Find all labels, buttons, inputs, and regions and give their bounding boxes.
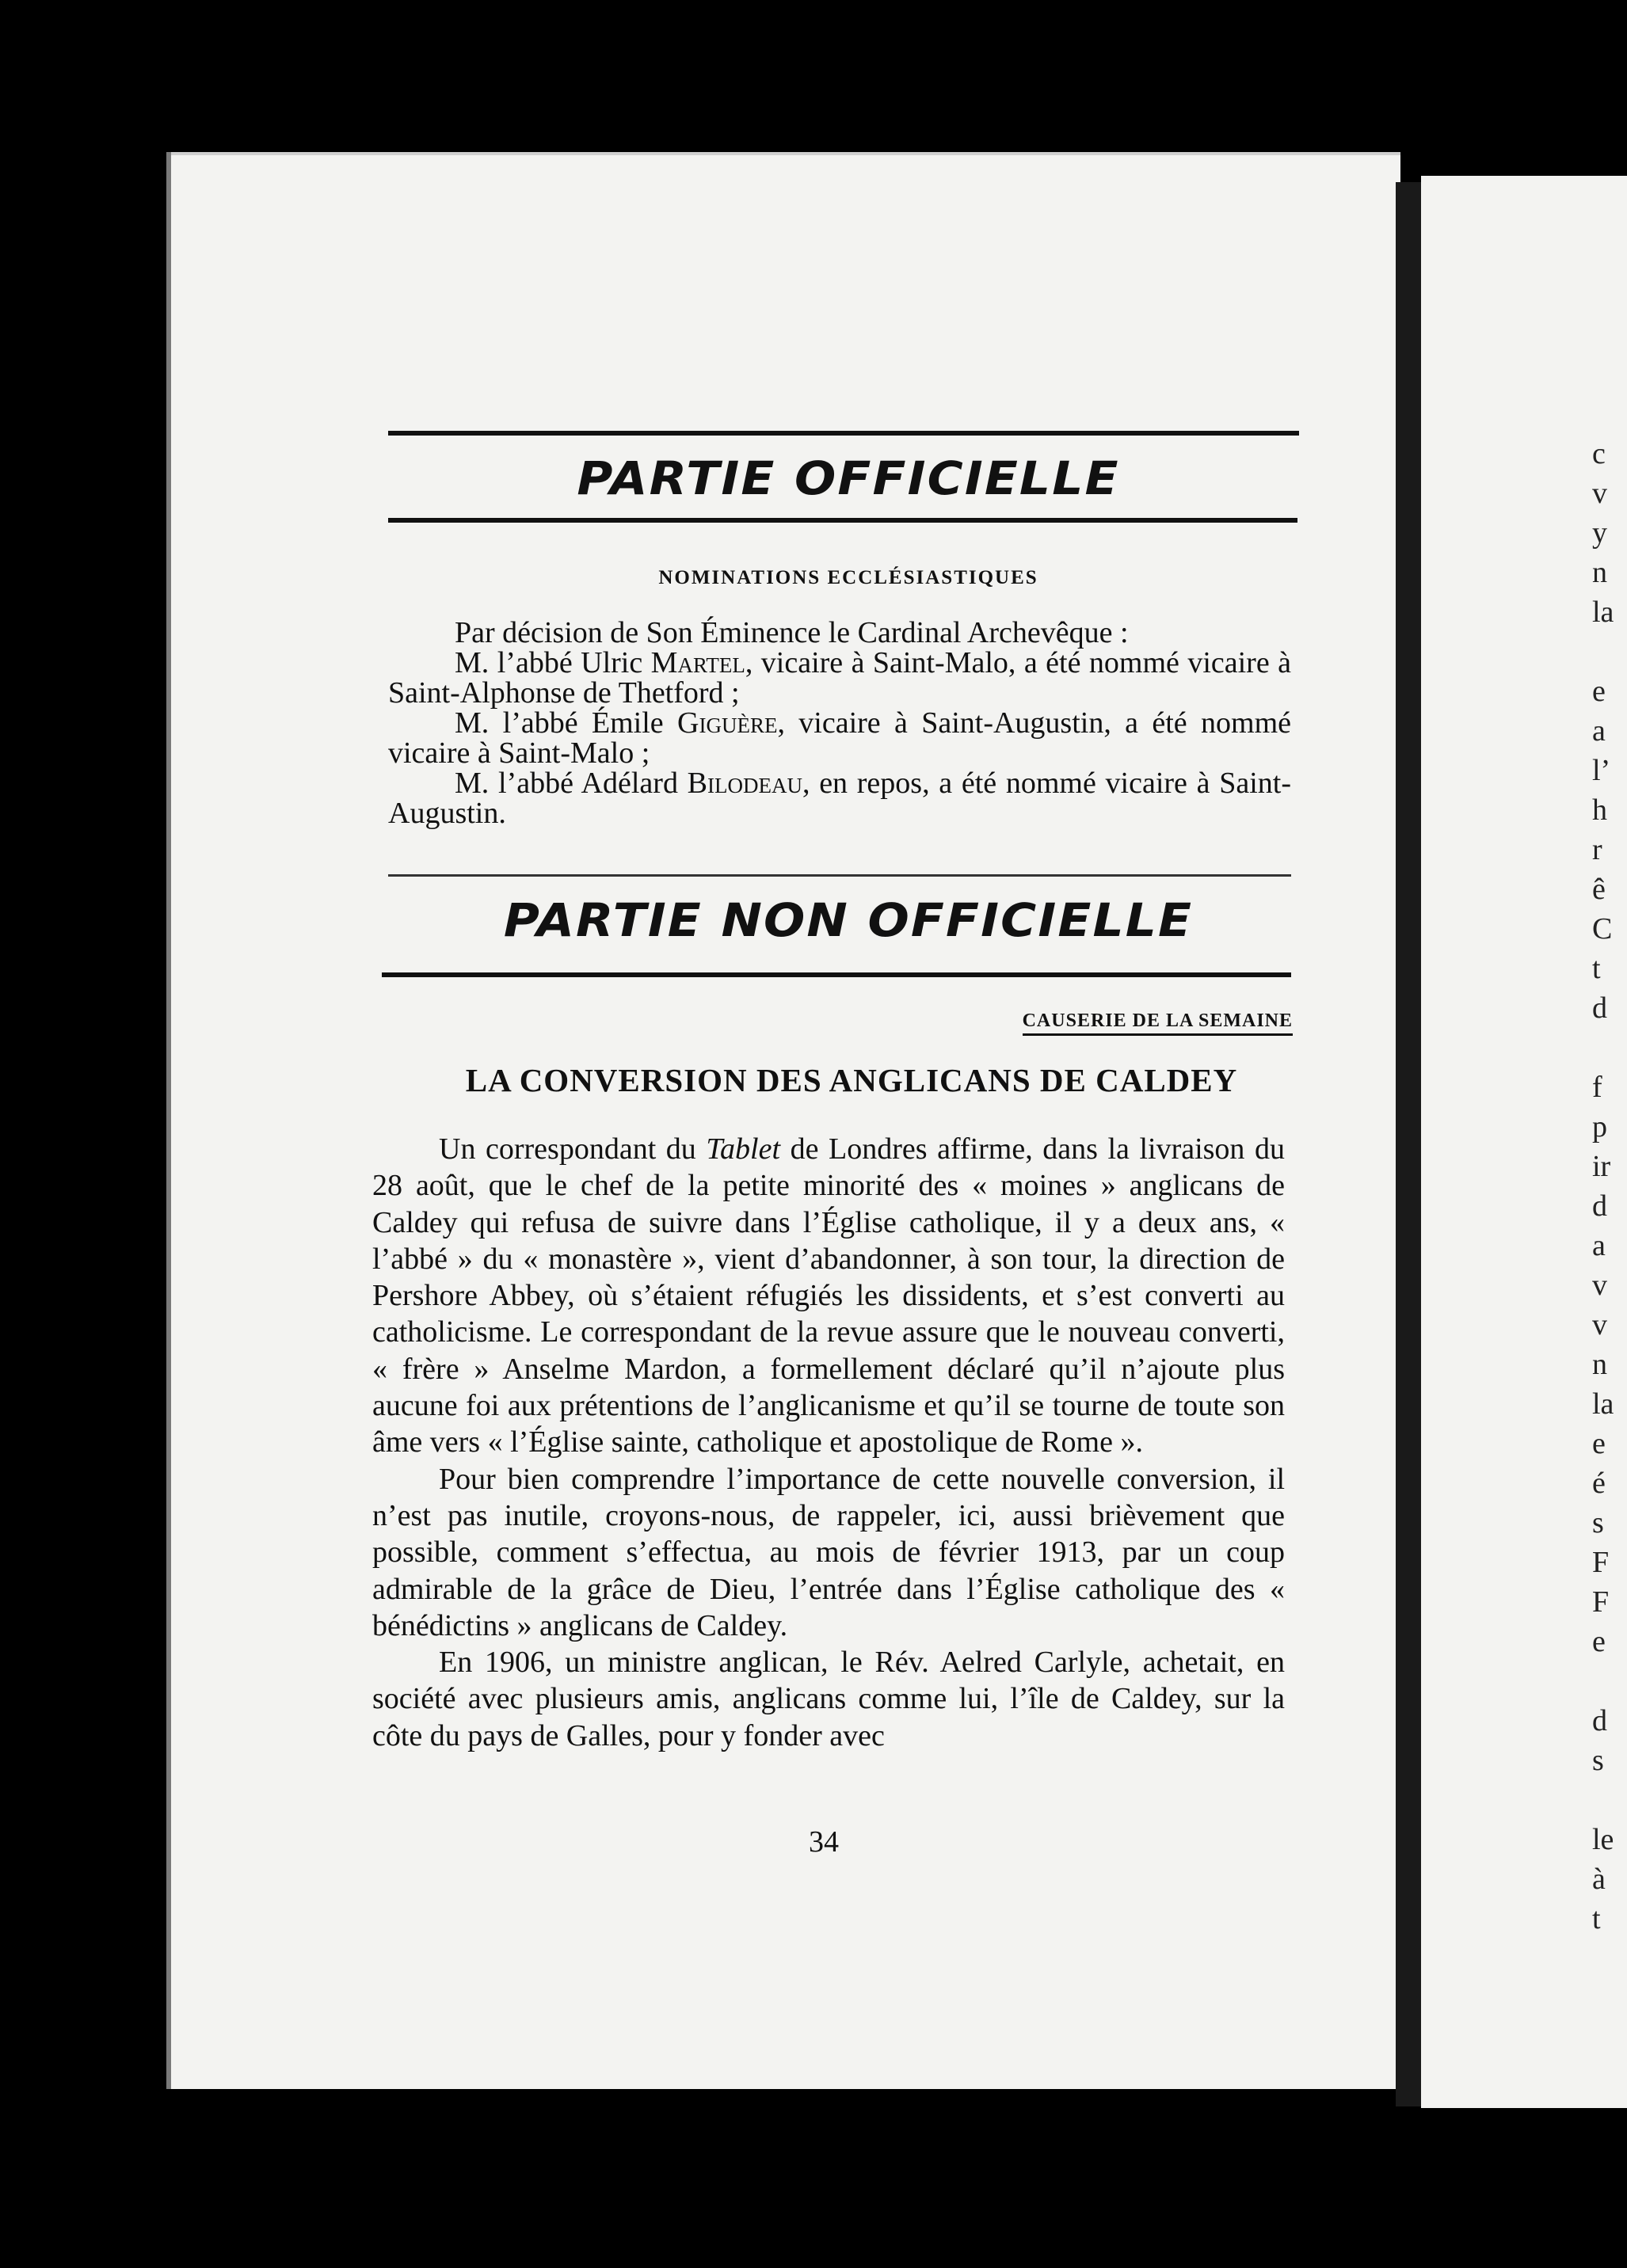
edge-letter: s bbox=[1592, 1744, 1604, 1777]
document-page bbox=[166, 152, 1400, 2089]
nonofficial-heading: PARTIE NON OFFICIELLE bbox=[503, 893, 1194, 947]
edge-letter: é bbox=[1592, 1467, 1606, 1500]
edge-letter bbox=[1592, 632, 1616, 672]
edge-letter: ir bbox=[1592, 1150, 1611, 1183]
priest-name: Giguère bbox=[677, 706, 778, 740]
book-spine bbox=[1396, 182, 1421, 2106]
nominations-text bbox=[388, 618, 1291, 828]
edge-letter: n bbox=[1592, 1348, 1607, 1381]
edge-letter: c bbox=[1592, 437, 1606, 470]
edge-letter: le bbox=[1592, 1823, 1614, 1856]
top-rule bbox=[388, 431, 1299, 436]
edge-letter: t bbox=[1592, 952, 1601, 985]
nomination-item: M. l’abbé Ulric Martel, vicaire à Saint-Malo, a été nommé vicaire à Saint-Alphonse de Thetford ; bbox=[388, 646, 1292, 710]
edge-letter: v bbox=[1592, 1269, 1607, 1302]
article-title: LA CONVERSION DES ANGLICANS DE CALDEY bbox=[465, 1062, 1238, 1098]
edge-letter: e bbox=[1592, 1625, 1606, 1658]
nominations-subheading: NOMINATIONS ECCLÉSIASTIQUES bbox=[658, 567, 1038, 588]
nominations-intro: Par décision de Son Éminence le Cardinal Archevêque : bbox=[455, 616, 1129, 649]
priest-name: Martel bbox=[650, 646, 745, 679]
paragraph: En 1906, un ministre anglican, le Rév. Aelred Carlyle, achetait, en société avec plusieurs amis, anglicans comme lui, l’île de Caldey, sur la côte du pays de Galles, pour y fonder avec bbox=[372, 1646, 1285, 1752]
edge-letter: C bbox=[1592, 912, 1613, 946]
nomination-item: M. l’abbé Émile Giguère, vicaire à Saint-Augustin, a été nommé vicaire à Saint-Malo ; bbox=[388, 706, 1291, 770]
section-divider bbox=[388, 874, 1291, 877]
edge-letter: n bbox=[1592, 556, 1607, 589]
page-number: 34 bbox=[809, 1825, 839, 1859]
edge-letter: d bbox=[1592, 1704, 1607, 1737]
edge-letter: f bbox=[1592, 1071, 1602, 1104]
edge-letter: d bbox=[1592, 991, 1607, 1025]
edge-letter: l’ bbox=[1592, 754, 1611, 787]
edge-letter: v bbox=[1592, 477, 1607, 510]
edge-letter: d bbox=[1592, 1189, 1607, 1223]
edge-letter: a bbox=[1592, 1229, 1606, 1262]
article-body bbox=[372, 1131, 1285, 1754]
edge-letter bbox=[1592, 1661, 1616, 1701]
edge-letter: la bbox=[1592, 1387, 1614, 1421]
edge-letter: h bbox=[1592, 793, 1607, 827]
edge-letter: y bbox=[1592, 516, 1607, 550]
nomination-item: M. l’abbé Adélard Bilodeau, en repos, a été nommé vicaire à Saint-Augustin. bbox=[388, 767, 1291, 830]
edge-letter: t bbox=[1592, 1902, 1601, 1935]
adjacent-page-text bbox=[1592, 434, 1616, 1939]
edge-letter: ê bbox=[1592, 873, 1606, 906]
nonofficial-rule-bottom bbox=[382, 972, 1291, 977]
edge-letter: s bbox=[1592, 1506, 1604, 1539]
paragraph: Un correspondant du Tablet de Londres affirme, dans la livraison du 28 août, que le chef de la petite minorité des « moines » anglicans de Caldey qui refusa de suivre dans l’Église catholique, il y a deux ans, « l’abbé » du « monastère », vient d’abandonner, à son tour, la direction de Pershore Abbey, où s’étaient réfugiés les dissidents, et s’est converti au catholicisme. Le correspondant de la revue assure que le nouveau converti, « frère » Anselme Mardon, a formellement déclaré qu’il n’ajoute plus aucune foi aux prétentions de l’anglicanisme et qu’il se tourne de toute son âme vers « l’Église sainte, catholique et apostolique de Rome ». bbox=[372, 1132, 1285, 1459]
paragraph: Pour bien comprendre l’importance de cette nouvelle conversion, il n’est pas inutile, croyons-nous, de rappeler, ici, aussi brièvement que possible, comment s’effectua, au mois de février 1913, par un coup admirable de la grâce de Dieu, l’entrée dans l’Église catholique des « bénédictins » anglicans de Caldey. bbox=[372, 1462, 1285, 1642]
edge-letter: F bbox=[1592, 1585, 1610, 1619]
edge-letter: v bbox=[1592, 1308, 1607, 1341]
priest-name: Bilodeau bbox=[687, 767, 802, 800]
official-rule-bottom bbox=[388, 518, 1297, 523]
edge-letter bbox=[1592, 1028, 1616, 1067]
edge-letter: la bbox=[1592, 596, 1614, 629]
edge-letter: F bbox=[1592, 1546, 1610, 1579]
edge-letter bbox=[1592, 1780, 1616, 1820]
edge-letter: r bbox=[1592, 833, 1602, 866]
edge-letter: e bbox=[1592, 675, 1606, 708]
edge-letter: a bbox=[1592, 714, 1606, 748]
edge-letter: p bbox=[1592, 1110, 1607, 1144]
edge-letter: e bbox=[1592, 1427, 1606, 1460]
edge-letter: à bbox=[1592, 1863, 1606, 1896]
official-heading: PARTIE OFFICIELLE bbox=[577, 451, 1120, 505]
rubric-label: CAUSERIE DE LA SEMAINE bbox=[1023, 1010, 1293, 1036]
